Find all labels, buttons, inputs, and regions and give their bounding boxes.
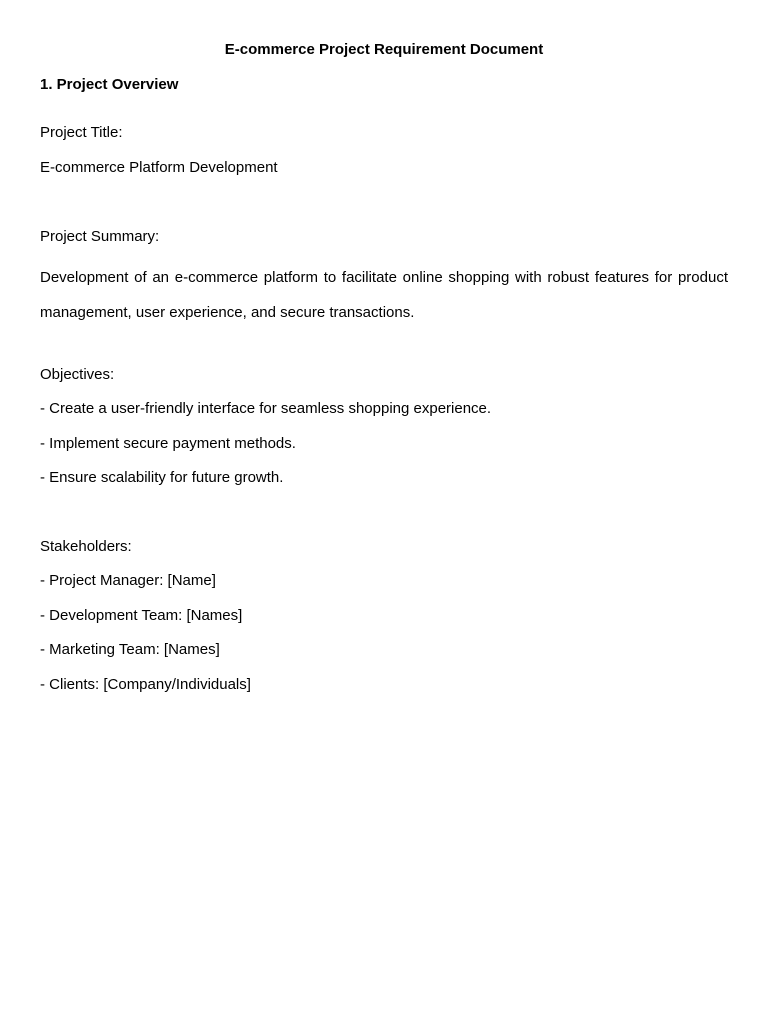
stakeholder-item: - Marketing Team: [Names] [40,641,220,658]
objective-item: - Create a user-friendly interface for seamless shopping experience. [40,400,492,417]
stakeholders-label: Stakeholders: [40,538,132,555]
objective-item: - Implement secure payment methods. [40,435,296,452]
stakeholder-item: - Project Manager: [Name] [40,572,216,589]
section-heading-project-overview: 1. Project Overview [40,76,179,93]
project-summary-label: Project Summary: [40,228,160,245]
project-summary-text: Development of an e-commerce platform to facilitate online shopping with robust features for product management, user experience, and secure transactions. [40,269,728,321]
project-title-label: Project Title: [40,124,123,141]
objective-item: - Ensure scalability for future growth. [40,469,284,486]
stakeholder-item: - Clients: [Company/Individuals] [40,676,251,693]
project-title-value: E-commerce Platform Development [40,159,278,176]
objectives-label: Objectives: [40,366,115,383]
document-title: E-commerce Project Requirement Document [224,41,544,58]
stakeholder-item: - Development Team: [Names] [40,607,243,624]
